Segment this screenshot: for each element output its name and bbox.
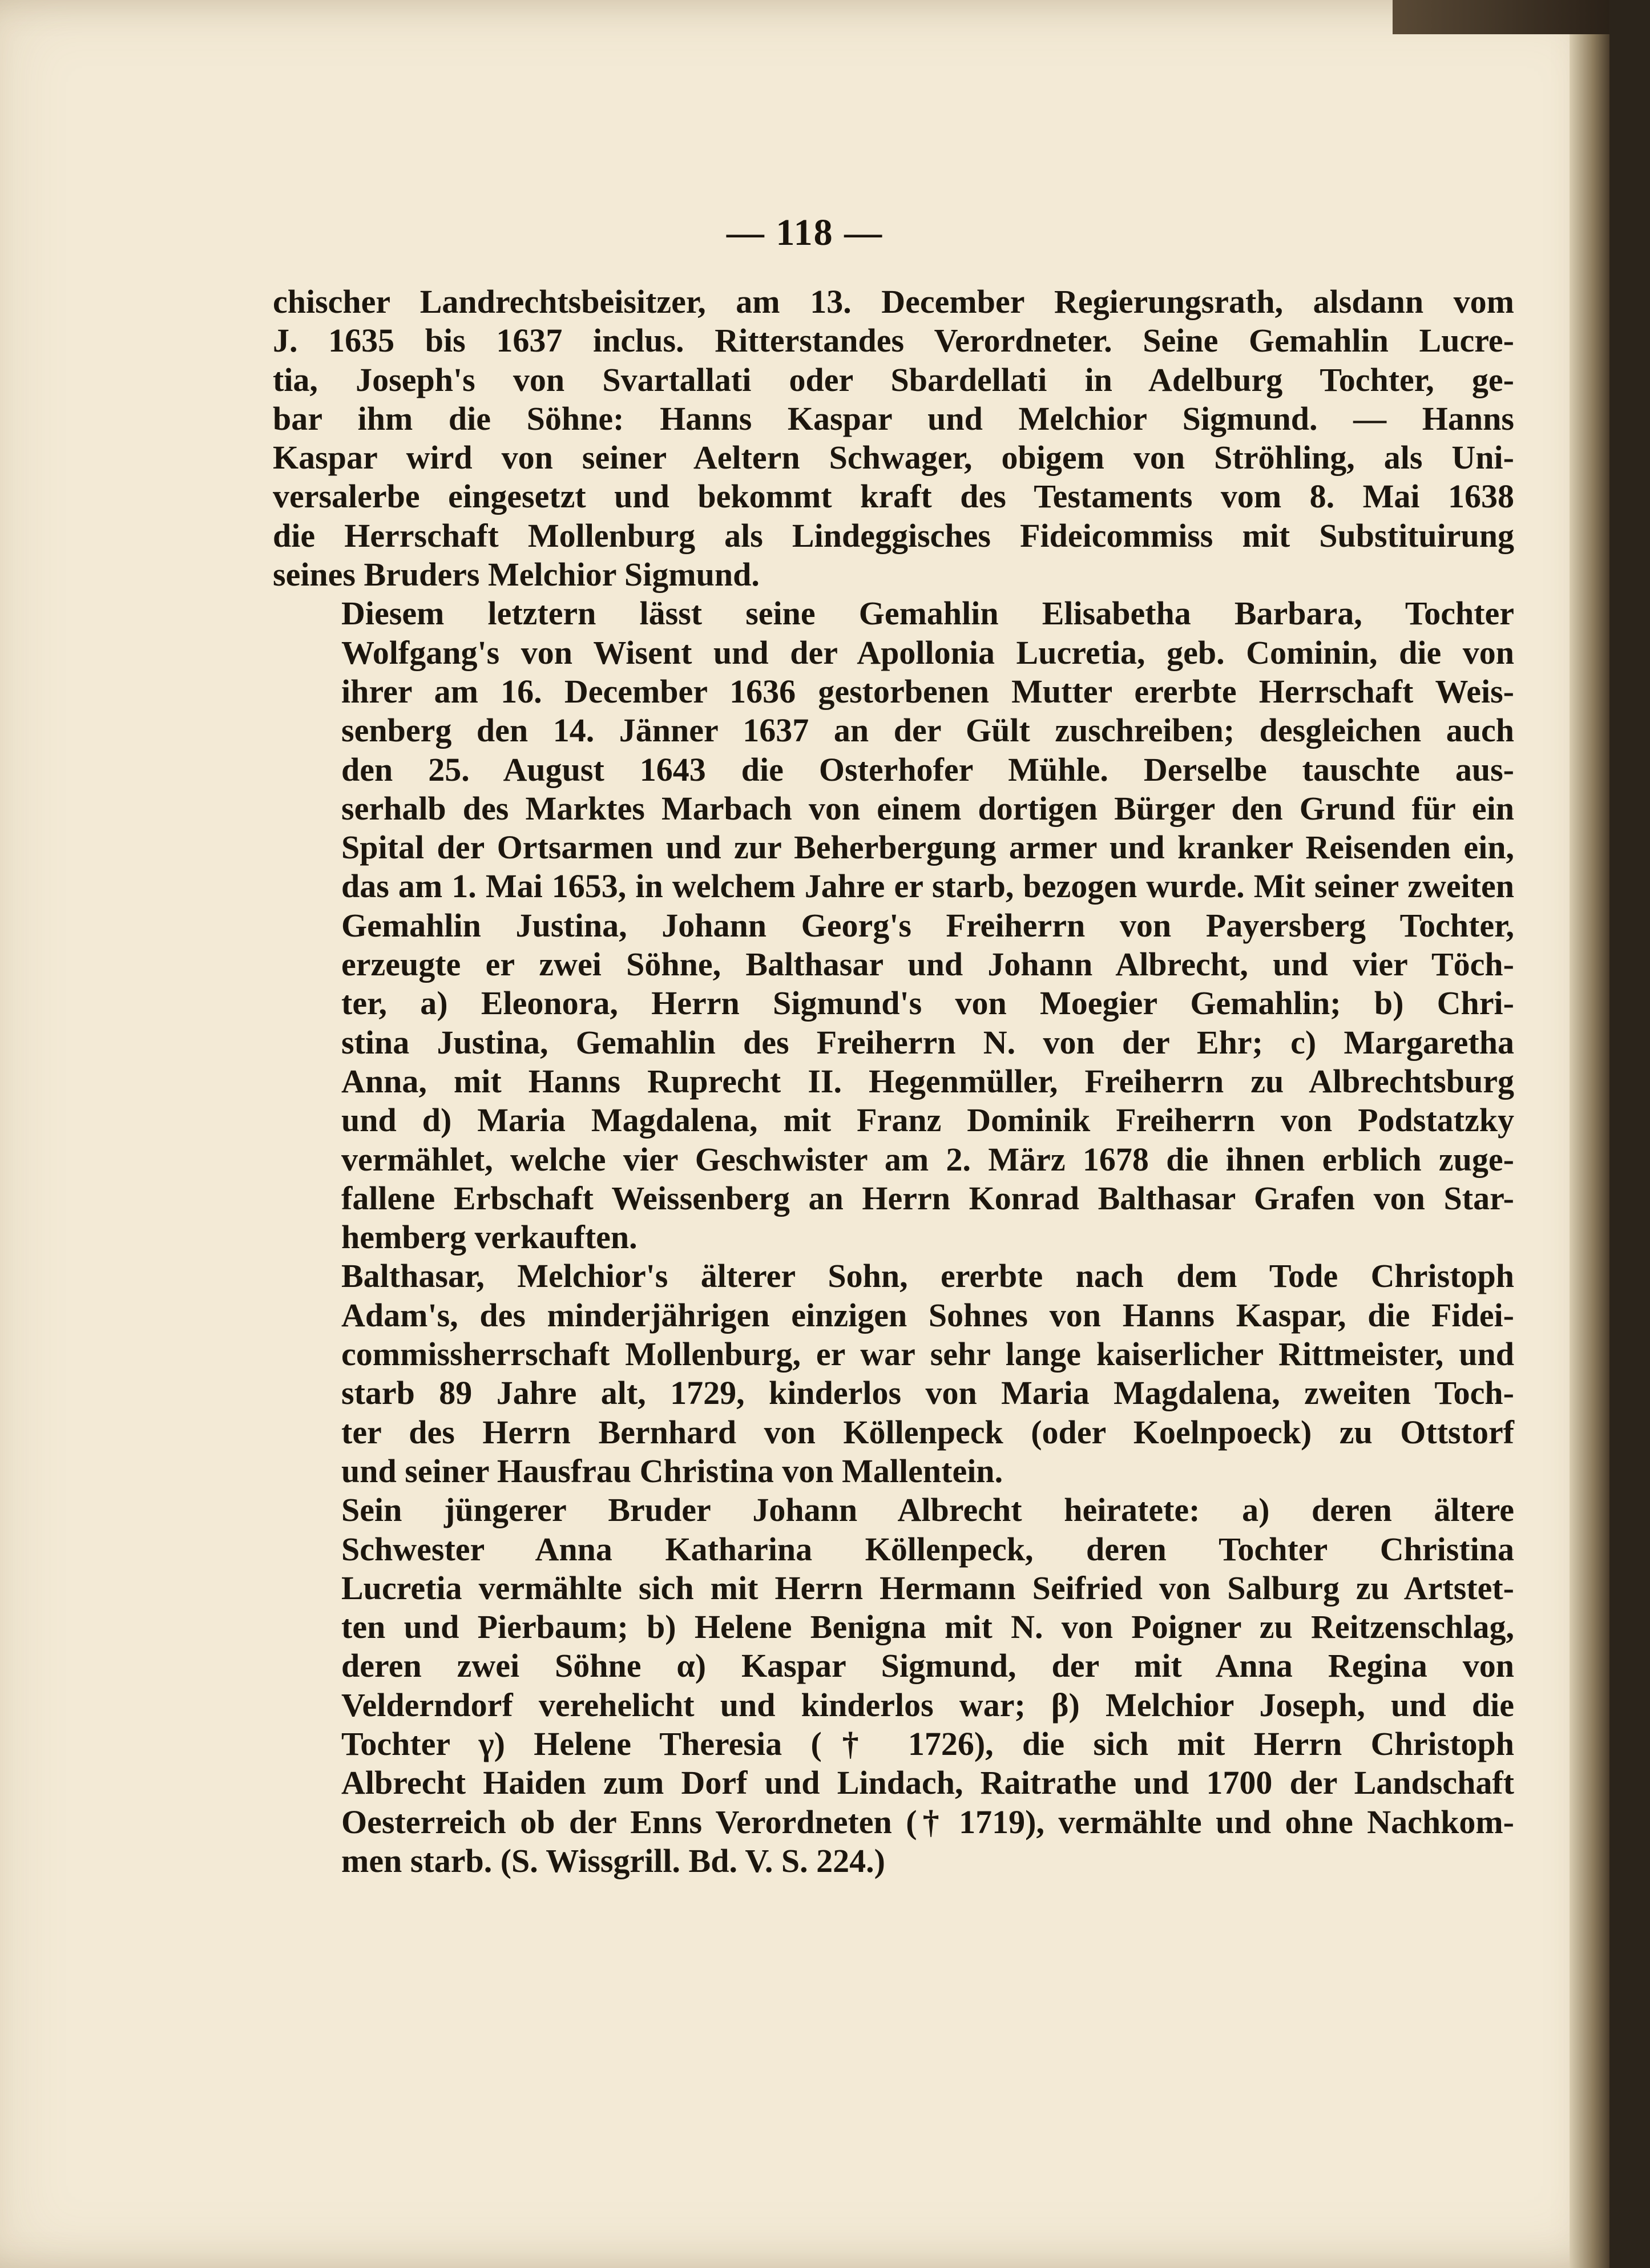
text-line: erzeugte er zwei Söhne, Balthasar und Johann Albrecht, und vier Töch- bbox=[341, 946, 1514, 983]
text-line: fallene Erbschaft Weissenberg an Herrn Konrad Balthasar Grafen von Star- bbox=[341, 1179, 1514, 1217]
text-line: ter, a) Eleonora, Herrn Sigmund's von Moegier Gemahlin; b) Chri- bbox=[341, 984, 1514, 1022]
text-line: men starb. (S. Wissgrill. Bd. V. S. 224.) bbox=[341, 1842, 885, 1879]
paragraph bbox=[273, 283, 1514, 594]
text-line: stina Justina, Gemahlin des Freiherrn N. von der Ehr; c) Margaretha bbox=[341, 1023, 1514, 1061]
paragraph bbox=[273, 1257, 1514, 1491]
text-line: die Herrschaft Mollenburg als Lindeggisches Fideicommiss mit Substituirung bbox=[273, 516, 1514, 554]
text-line: Lucretia vermählte sich mit Herrn Hermann Seifried von Salburg zu Artstet- bbox=[341, 1569, 1514, 1607]
text-line: und d) Maria Magdalena, mit Franz Dominik Freiherrn von Podstatzky bbox=[341, 1101, 1514, 1139]
text-line: ten und Pierbaum; b) Helene Benigna mit N. von Poigner zu Reitzenschlag, bbox=[341, 1608, 1514, 1646]
page-number: — 118 — bbox=[726, 212, 884, 253]
text-line: Wolfgang's von Wisent und der Apollonia Lucretia, geb. Cominin, die von bbox=[341, 633, 1514, 671]
text-line: vermählet, welche vier Geschwister am 2. März 1678 die ihnen erblich zuge- bbox=[341, 1140, 1514, 1178]
text-line: Tochter γ) Helene Theresia († 1726), die sich mit Herrn Christoph bbox=[341, 1725, 1514, 1762]
binding-corner bbox=[1393, 0, 1609, 34]
text-line: Balthasar, Melchior's älterer Sohn, ererbte nach dem Tode Christoph bbox=[341, 1257, 1514, 1295]
paragraph bbox=[273, 1491, 1514, 1880]
body-text bbox=[273, 283, 1514, 1880]
text-line: chischer Landrechtsbeisitzer, am 13. December Regierungsrath, alsdann vom bbox=[273, 283, 1514, 320]
text-line: hemberg verkauften. bbox=[341, 1218, 638, 1256]
text-line: commissherrschaft Mollenburg, er war sehr lange kaiserlicher Rittmeister, und bbox=[341, 1335, 1514, 1373]
text-line: senberg den 14. Jänner 1637 an der Gült zuschreiben; desgleichen auch bbox=[341, 712, 1514, 749]
text-line: serhalb des Marktes Marbach von einem dortigen Bürger den Grund für ein bbox=[341, 789, 1514, 827]
text-line: seines Bruders Melchior Sigmund. bbox=[273, 556, 760, 594]
text-line: Kaspar wird von seiner Aeltern Schwager, obigem von Ströhling, als Uni- bbox=[273, 439, 1514, 477]
text-line: den 25. August 1643 die Osterhofer Mühle. Derselbe tauschte aus- bbox=[341, 750, 1514, 788]
text-line: Oesterreich ob der Enns Verordneten († 1719), vermählte und ohne Nachkom- bbox=[341, 1803, 1514, 1841]
paragraph bbox=[273, 594, 1514, 1257]
text-line: J. 1635 bis 1637 inclus. Ritterstandes Verordneter. Seine Gemahlin Lucre- bbox=[273, 322, 1514, 360]
text-line: starb 89 Jahre alt, 1729, kinderlos von Maria Magdalena, zweiten Toch- bbox=[341, 1374, 1514, 1412]
text-line: Anna, mit Hanns Ruprecht II. Hegenmüller, Freiherrn zu Albrechtsburg bbox=[341, 1062, 1514, 1100]
text-line: Velderndorf verehelicht und kinderlos war; β) Melchior Joseph, und die bbox=[341, 1686, 1514, 1724]
text-line: Sein jüngerer Bruder Johann Albrecht heiratete: a) deren ältere bbox=[341, 1491, 1514, 1529]
text-line: Gemahlin Justina, Johann Georg's Freiherrn von Payersberg Tochter, bbox=[341, 906, 1514, 944]
text-line: Albrecht Haiden zum Dorf und Lindach, Raitrathe und 1700 der Landschaft bbox=[341, 1764, 1514, 1802]
text-line: Diesem letztern lässt seine Gemahlin Elisabetha Barbara, Tochter bbox=[341, 595, 1514, 632]
text-line: deren zwei Söhne α) Kaspar Sigmund, der mit Anna Regina von bbox=[341, 1647, 1514, 1685]
text-line: Spital der Ortsarmen und zur Beherbergung armer und kranker Reisenden ein, bbox=[341, 829, 1514, 866]
text-line: ter des Herrn Bernhard von Köllenpeck (oder Koelnpoeck) zu Ottstorf bbox=[341, 1413, 1514, 1451]
text-line: bar ihm die Söhne: Hanns Kaspar und Melchior Sigmund. — Hanns bbox=[273, 399, 1514, 437]
text-line: ihrer am 16. December 1636 gestorbenen Mutter ererbte Herrschaft Weis- bbox=[341, 672, 1514, 710]
text-line: Adam's, des minderjährigen einzigen Sohnes von Hanns Kaspar, die Fidei- bbox=[341, 1296, 1514, 1334]
text-line: Schwester Anna Katharina Köllenpeck, deren Tochter Christina bbox=[341, 1530, 1514, 1568]
text-line: und seiner Hausfrau Christina von Mallentein. bbox=[341, 1452, 1003, 1490]
page-edge bbox=[1570, 0, 1609, 2268]
text-line: tia, Joseph's von Svartallati oder Sbardellati in Adelburg Tochter, ge- bbox=[273, 361, 1514, 398]
text-line: das am 1. Mai 1653, in welchem Jahre er starb, bezogen wurde. Mit seiner zweiten bbox=[341, 867, 1514, 905]
text-line: versalerbe eingesetzt und bekommt kraft des Testaments vom 8. Mai 1638 bbox=[273, 478, 1514, 515]
